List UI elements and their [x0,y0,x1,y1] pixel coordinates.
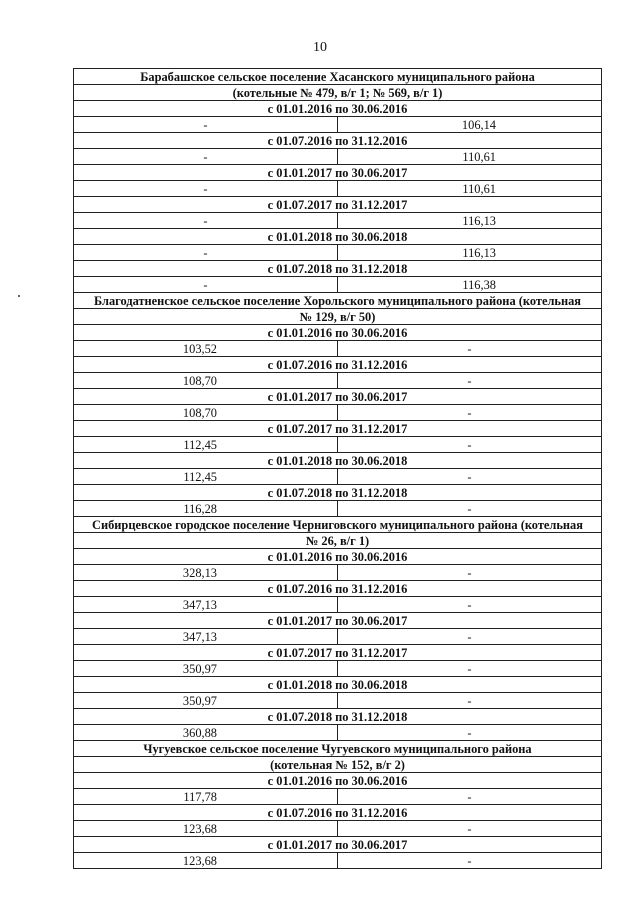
value-cell-left: - [74,213,338,229]
period-row [74,837,602,853]
value-row [74,725,602,741]
value-row [74,597,602,613]
period-label: с 01.07.2016 по 31.12.2016 [74,581,602,597]
value-cell-right: 116,13 [338,213,602,229]
period-label: с 01.07.2018 по 31.12.2018 [74,485,602,501]
period-row [74,453,602,469]
section-title-line: № 129, в/г 50) [74,309,602,325]
period-label: с 01.01.2017 по 30.06.2017 [74,837,602,853]
section-header-row [74,85,602,101]
value-cell-left: - [74,277,338,293]
value-cell-left: 116,28 [74,501,338,517]
period-row [74,325,602,341]
period-row [74,485,602,501]
value-cell-left: 108,70 [74,405,338,421]
value-cell-right: - [338,789,602,805]
period-row [74,357,602,373]
period-row [74,709,602,725]
value-cell-left: 350,97 [74,661,338,677]
value-cell-right: - [338,501,602,517]
period-row [74,549,602,565]
value-cell-left: - [74,245,338,261]
section-title-line: № 26, в/г 1) [74,533,602,549]
value-cell-right: - [338,821,602,837]
value-row [74,821,602,837]
section-header-row [74,69,602,85]
value-row [74,565,602,581]
period-label: с 01.07.2018 по 31.12.2018 [74,709,602,725]
section-title-line: Чугуевское сельское поселение Чугуевского муниципального района [74,741,602,757]
value-cell-left: 347,13 [74,629,338,645]
value-cell-right: - [338,597,602,613]
value-cell-left: 112,45 [74,437,338,453]
value-cell-left: 123,68 [74,853,338,869]
value-row [74,629,602,645]
period-label: с 01.07.2016 по 31.12.2016 [74,357,602,373]
value-row [74,181,602,197]
period-row [74,389,602,405]
value-cell-right: - [338,405,602,421]
value-row [74,149,602,165]
value-row [74,853,602,869]
value-cell-right: - [338,629,602,645]
section-title-line: (котельная № 152, в/г 2) [74,757,602,773]
value-cell-left: 350,97 [74,693,338,709]
period-label: с 01.01.2016 по 30.06.2016 [74,773,602,789]
value-cell-left: 347,13 [74,597,338,613]
value-cell-right: - [338,565,602,581]
value-cell-right: - [338,853,602,869]
value-row [74,341,602,357]
section-header-row [74,757,602,773]
period-label: с 01.01.2017 по 30.06.2017 [74,613,602,629]
value-cell-right: 116,38 [338,277,602,293]
value-row [74,213,602,229]
period-label: с 01.01.2016 по 30.06.2016 [74,549,602,565]
value-cell-right: - [338,373,602,389]
tariff-table-body [74,69,602,869]
period-row [74,261,602,277]
period-row [74,421,602,437]
value-cell-left: 123,68 [74,821,338,837]
section-header-row [74,741,602,757]
period-label: с 01.01.2018 по 30.06.2018 [74,677,602,693]
period-label: с 01.07.2017 по 31.12.2017 [74,197,602,213]
value-cell-right: - [338,341,602,357]
value-cell-left: 108,70 [74,373,338,389]
section-header-row [74,533,602,549]
period-row [74,165,602,181]
section-title-line: (котельные № 479, в/г 1; № 569, в/г 1) [74,85,602,101]
value-cell-left: 112,45 [74,469,338,485]
value-cell-right: - [338,693,602,709]
scan-speck [18,295,20,297]
value-cell-left: 360,88 [74,725,338,741]
value-cell-right: - [338,661,602,677]
value-row [74,693,602,709]
tariff-table [73,68,602,869]
section-title-line: Сибирцевское городское поселение Черниговского муниципального района (котельная [74,517,602,533]
section-title-line: Барабашское сельское поселение Хасанского муниципального района [74,69,602,85]
value-row [74,277,602,293]
value-cell-right: - [338,469,602,485]
period-label: с 01.01.2016 по 30.06.2016 [74,325,602,341]
period-label: с 01.07.2016 по 31.12.2016 [74,805,602,821]
value-row [74,661,602,677]
value-row [74,373,602,389]
value-cell-left: 103,52 [74,341,338,357]
period-row [74,645,602,661]
period-label: с 01.07.2017 по 31.12.2017 [74,421,602,437]
period-row [74,197,602,213]
value-cell-right: 110,61 [338,181,602,197]
period-label: с 01.07.2017 по 31.12.2017 [74,645,602,661]
value-cell-right: 116,13 [338,245,602,261]
period-row [74,677,602,693]
value-row [74,245,602,261]
period-row [74,229,602,245]
period-label: с 01.01.2017 по 30.06.2017 [74,389,602,405]
period-row [74,133,602,149]
period-row [74,581,602,597]
period-row [74,101,602,117]
value-cell-left: - [74,181,338,197]
period-label: с 01.01.2016 по 30.06.2016 [74,101,602,117]
value-row [74,501,602,517]
period-label: с 01.01.2018 по 30.06.2018 [74,453,602,469]
period-label: с 01.07.2018 по 31.12.2018 [74,261,602,277]
period-label: с 01.01.2017 по 30.06.2017 [74,165,602,181]
period-label: с 01.01.2018 по 30.06.2018 [74,229,602,245]
value-cell-right: - [338,437,602,453]
section-title-line: Благодатненское сельское поселение Хорольского муниципального района (котельная [74,293,602,309]
value-cell-right: 110,61 [338,149,602,165]
section-header-row [74,293,602,309]
period-row [74,613,602,629]
value-cell-left: - [74,149,338,165]
value-cell-left: 328,13 [74,565,338,581]
value-row [74,437,602,453]
value-cell-right: - [338,725,602,741]
section-header-row [74,517,602,533]
period-row [74,773,602,789]
value-cell-right: 106,14 [338,117,602,133]
value-row [74,405,602,421]
period-label: с 01.07.2016 по 31.12.2016 [74,133,602,149]
value-cell-left: - [74,117,338,133]
period-row [74,805,602,821]
value-row [74,117,602,133]
value-row [74,469,602,485]
value-row [74,789,602,805]
value-cell-left: 117,78 [74,789,338,805]
section-header-row [74,309,602,325]
page-number: 10 [313,40,327,55]
